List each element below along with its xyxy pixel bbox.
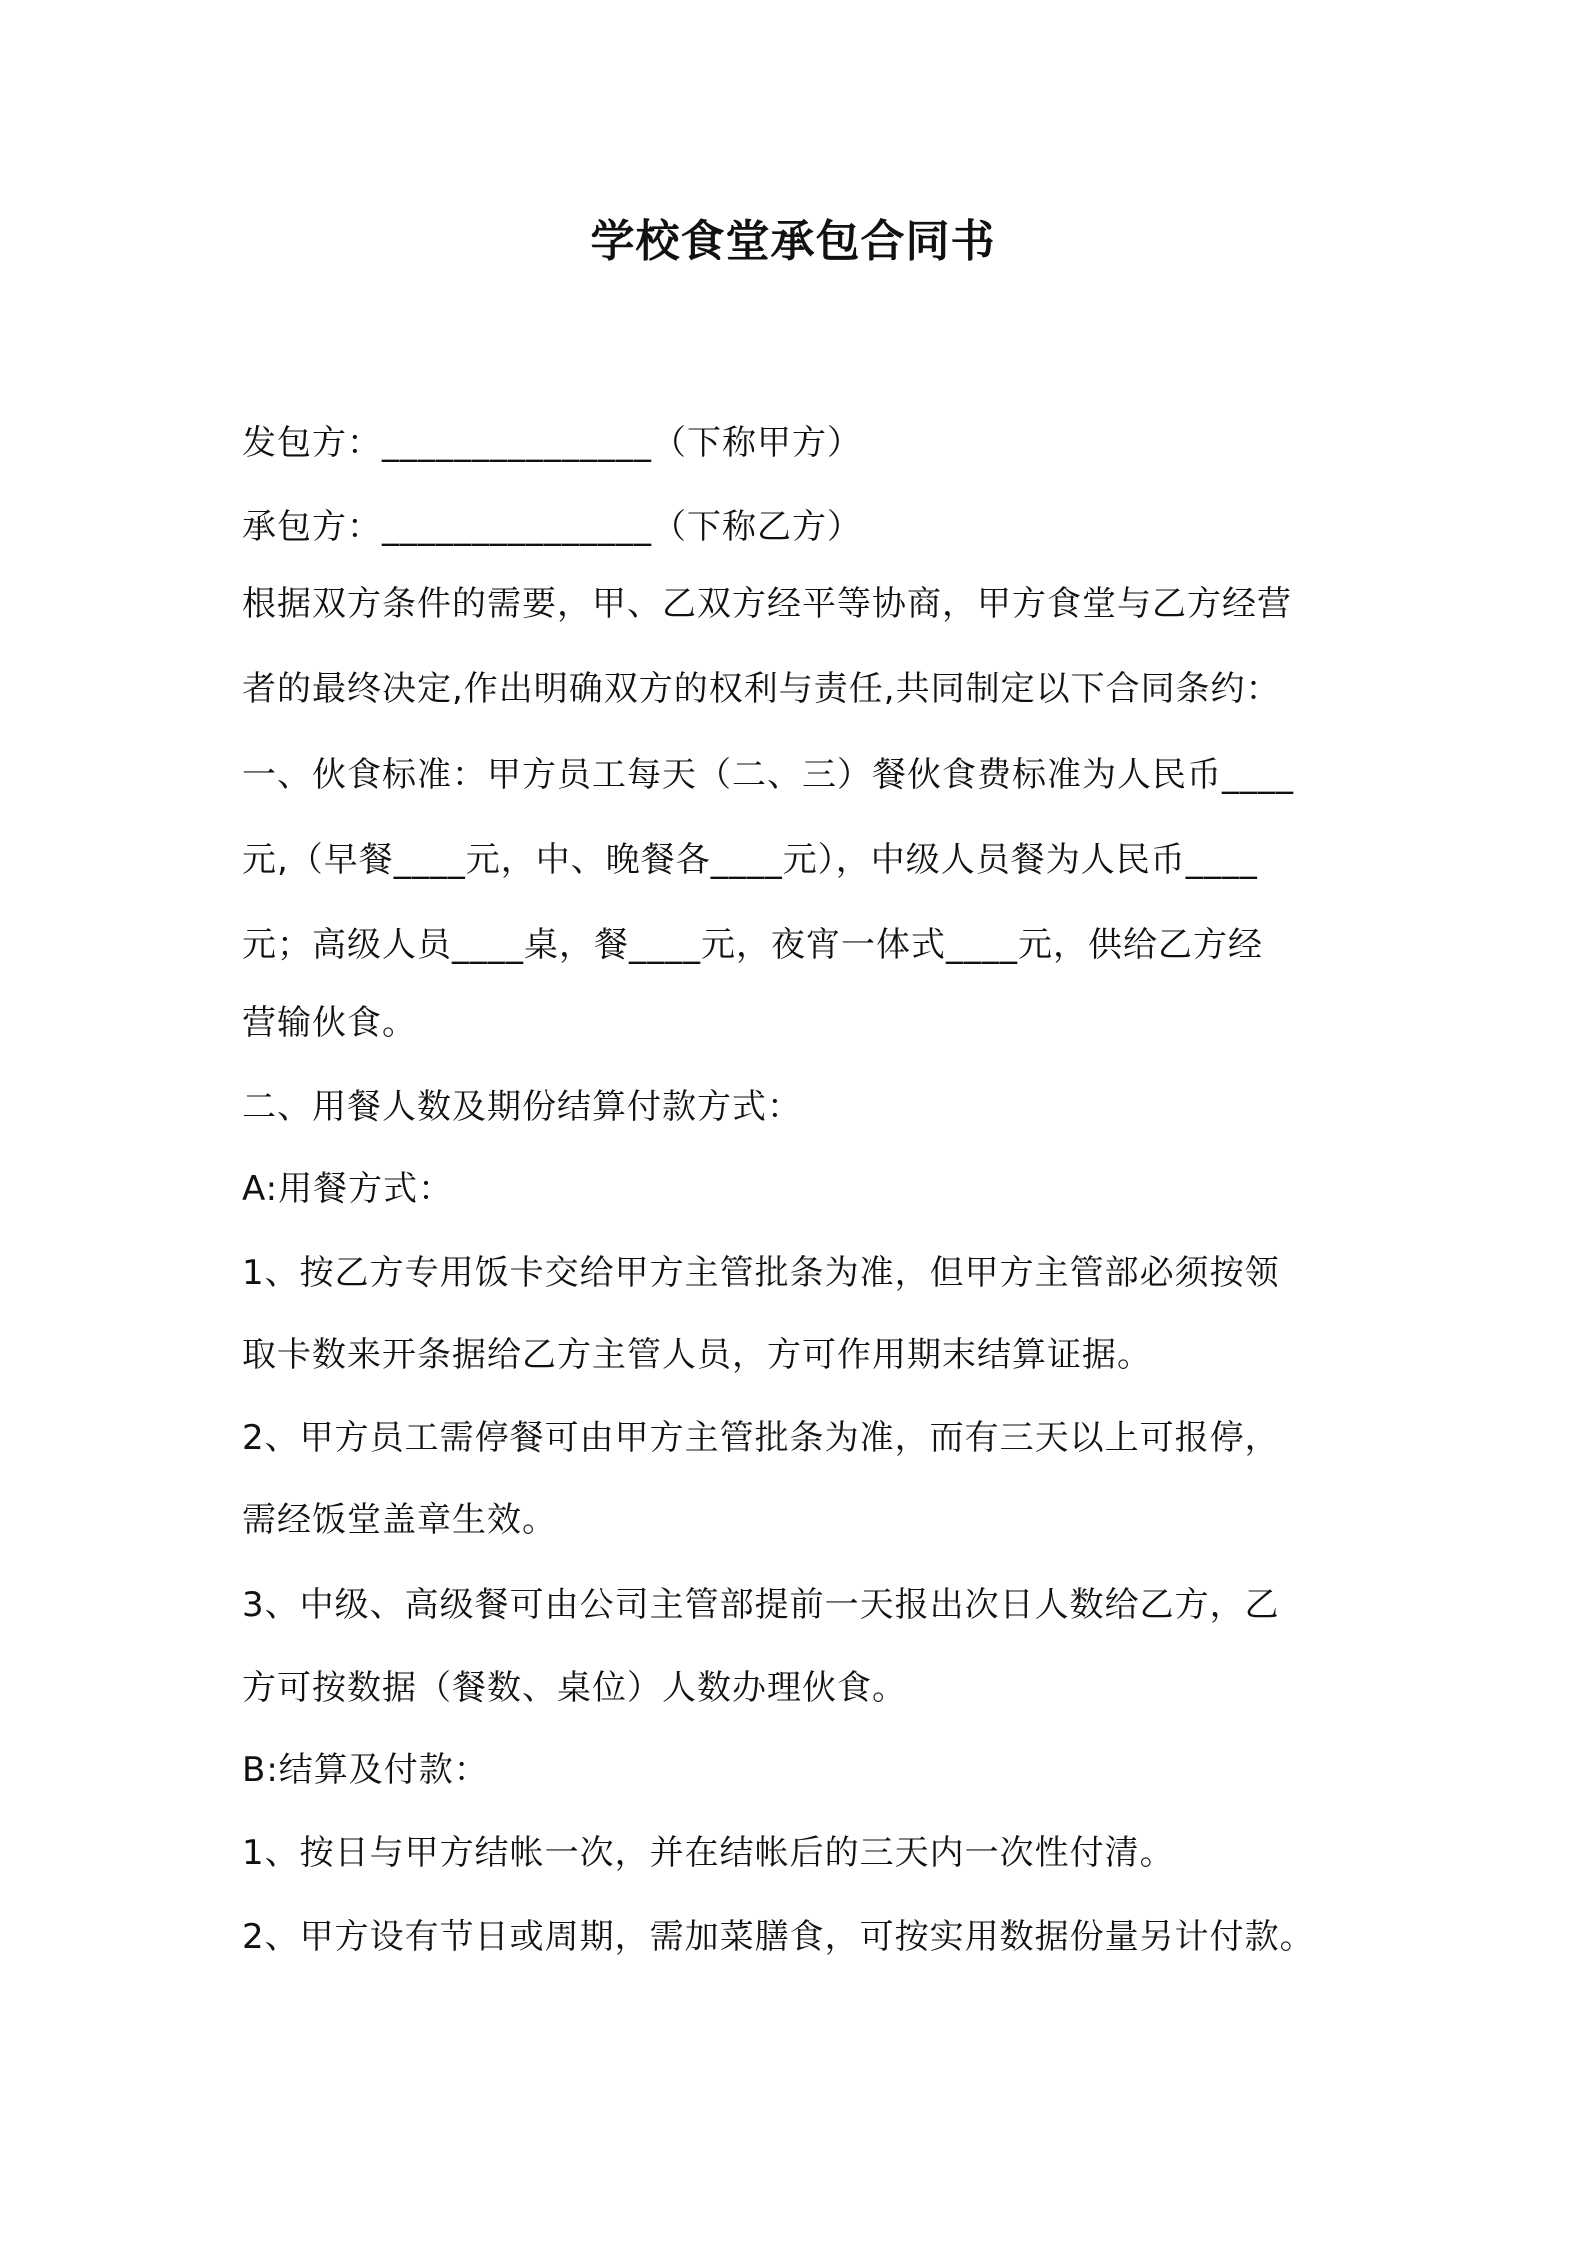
section-b-item-1: 1、按日与甲方结帐一次，并在结帐后的三天内一次性付清。 xyxy=(242,1833,1175,1873)
party-a-line: 发包方：_______________（下称甲方） xyxy=(242,423,862,463)
preamble-line-1: 根据双方条件的需要，甲、乙双方经平等协商，甲方食堂与乙方经营 xyxy=(242,584,1292,624)
clause-1-line-1: 一、伙食标准：甲方员工每天（二、三）餐伙食费标准为人民币____ xyxy=(242,755,1294,795)
document-title: 学校食堂承包合同书 xyxy=(590,216,996,267)
preamble-line-2: 者的最终决定,作出明确双方的权利与责任,共同制定以下合同条约： xyxy=(242,669,1281,709)
section-b-item-2: 2、甲方设有节日或周期，需加菜膳食，可按实用数据份量另计付款。 xyxy=(242,1917,1315,1957)
section-b-heading: B:结算及付款： xyxy=(242,1750,489,1790)
clause-2-heading: 二、用餐人数及期份结算付款方式： xyxy=(242,1087,802,1127)
section-a-item-3-line-1: 3、中级、高级餐可由公司主管部提前一天报出次日人数给乙方，乙 xyxy=(242,1585,1280,1625)
clause-1-line-2: 元,（早餐____元，中、晚餐各____元），中级人员餐为人民币____ xyxy=(242,840,1258,880)
section-a-item-2-line-2: 需经饭堂盖章生效。 xyxy=(242,1500,557,1540)
clause-1-line-3: 元；高级人员____桌，餐____元，夜宵一体式____元，供给乙方经 xyxy=(242,925,1263,965)
section-a-item-1-line-2: 取卡数来开条据给乙方主管人员，方可作用期末结算证据。 xyxy=(242,1335,1152,1375)
section-a-heading: A:用餐方式： xyxy=(242,1169,454,1209)
section-a-item-3-line-2: 方可按数据（餐数、桌位）人数办理伙食。 xyxy=(242,1668,907,1708)
party-b-line: 承包方：_______________（下称乙方） xyxy=(242,507,862,547)
clause-1-line-4: 营输伙食。 xyxy=(242,1003,417,1043)
section-a-item-2-line-1: 2、甲方员工需停餐可由甲方主管批条为准，而有三天以上可报停， xyxy=(242,1418,1280,1458)
section-a-item-1-line-1: 1、按乙方专用饭卡交给甲方主管批条为准，但甲方主管部必须按领 xyxy=(242,1253,1280,1293)
